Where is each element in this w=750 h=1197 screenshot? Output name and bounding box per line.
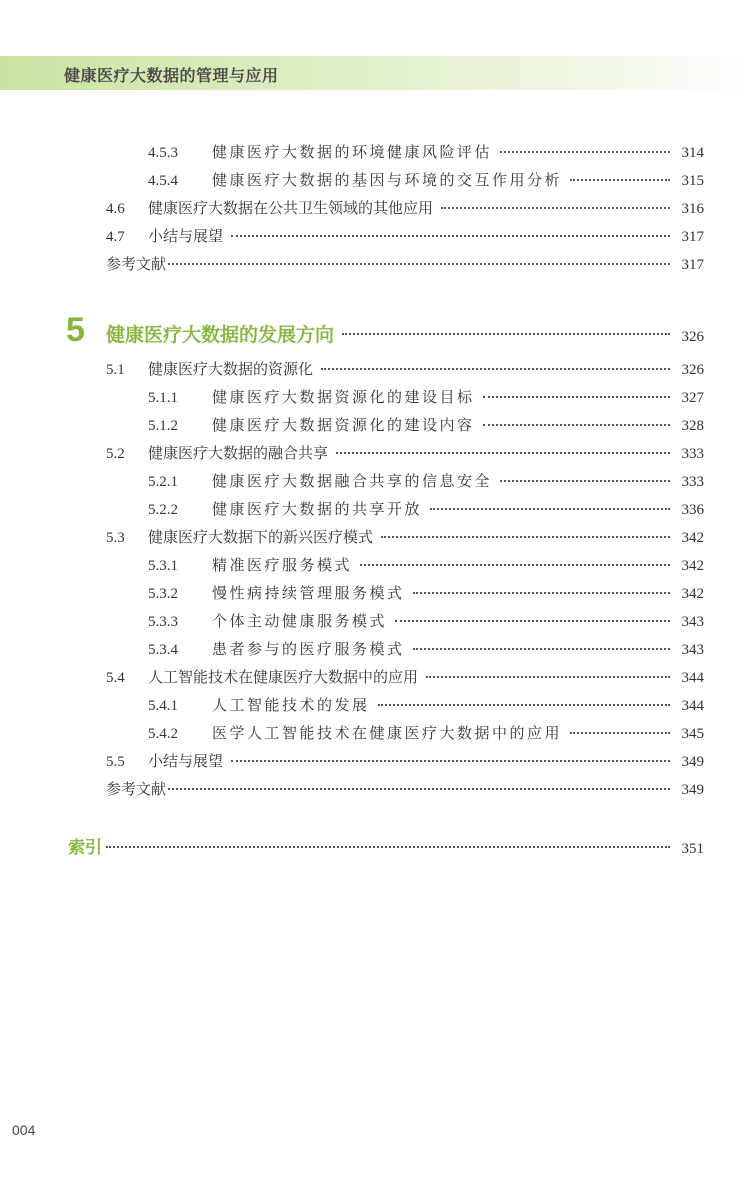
toc-entry-page: 326 [681, 329, 704, 345]
dot-leader [413, 648, 670, 650]
running-title: 健康医疗大数据的管理与应用 [64, 68, 279, 85]
chapter-number: 5 [66, 311, 85, 349]
toc-entry-page: 345 [681, 726, 704, 742]
toc-entry-page: 344 [681, 698, 704, 714]
toc-entry-page: 349 [681, 754, 704, 770]
toc-entry-title: 健康医疗大数据融合共享的信息安全 [212, 474, 493, 490]
dot-leader [360, 564, 670, 566]
toc-entry-page: 336 [681, 502, 704, 518]
toc-entry-title: 个体主动健康服务模式 [212, 614, 388, 630]
toc-entry-page: 317 [681, 229, 704, 245]
toc-entry-number: 5.2.1 [148, 474, 178, 490]
toc-entry-number: 5.4.2 [148, 726, 178, 742]
toc-entry-page: 316 [681, 201, 704, 217]
toc-entry-title: 小结与展望 [148, 229, 224, 245]
index-title: 索引 [68, 838, 102, 857]
dot-leader [168, 788, 670, 790]
toc-entry-number: 5.1.1 [148, 390, 178, 406]
toc-entry-number: 5.3.3 [148, 614, 178, 630]
toc-entry-title: 健康医疗大数据的基因与环境的交互作用分析 [212, 173, 563, 189]
toc-entry-number: 5.3.2 [148, 586, 178, 602]
toc-entry-title: 医学人工智能技术在健康医疗大数据中的应用 [212, 726, 563, 742]
toc-entry-references-4[interactable] [106, 254, 704, 276]
toc-entry-5-5[interactable] [106, 751, 704, 773]
toc-entry-5-1-2[interactable] [148, 415, 704, 437]
toc-entry-page: 342 [681, 586, 704, 602]
toc-entry-5-4-1[interactable] [148, 695, 704, 717]
toc-entry-5-2-2[interactable] [148, 499, 704, 521]
toc-entry-title: 患者参与的医疗服务模式 [212, 642, 405, 658]
dot-leader [441, 207, 670, 209]
toc-entry-index[interactable] [68, 836, 704, 860]
toc-entry-5-4-2[interactable] [148, 723, 704, 745]
chapter-title: 健康医疗大数据的发展方向 [106, 325, 335, 346]
toc-entry-title: 健康医疗大数据的融合共享 [148, 446, 329, 462]
dot-leader [231, 235, 670, 237]
page-number: 004 [12, 1122, 36, 1138]
toc-entry-title: 健康医疗大数据在公共卫生领域的其他应用 [148, 201, 434, 217]
toc-entry-4-6[interactable] [106, 198, 704, 220]
toc-entry-page: 342 [681, 530, 704, 546]
toc-entry-5-1-1[interactable] [148, 387, 704, 409]
toc-entry-number: 5.3 [106, 530, 125, 546]
dot-leader [500, 480, 670, 482]
dot-leader [500, 151, 670, 153]
toc-entry-number: 5.5 [106, 754, 125, 770]
toc-entry-number: 4.5.3 [148, 145, 178, 161]
toc-entry-5-3-4[interactable] [148, 639, 704, 661]
toc-entry-5-2-1[interactable] [148, 471, 704, 493]
dot-leader [413, 592, 670, 594]
toc-entry-4-7[interactable] [106, 226, 704, 248]
toc-entry-number: 5.1.2 [148, 418, 178, 434]
toc-entry-number: 5.3.4 [148, 642, 178, 658]
toc-entry-title: 小结与展望 [148, 754, 224, 770]
toc-entry-5-4[interactable] [106, 667, 704, 689]
toc-entry-5-3-2[interactable] [148, 583, 704, 605]
toc-entry-page: 315 [681, 173, 704, 189]
toc-entry-page: 327 [681, 390, 704, 406]
dot-leader [106, 846, 670, 848]
dot-leader [381, 536, 670, 538]
dot-leader [168, 263, 670, 265]
toc-entry-5-2[interactable] [106, 443, 704, 465]
toc-entry-page: 351 [681, 841, 704, 857]
toc-entry-title: 健康医疗大数据资源化的建设目标 [212, 390, 475, 406]
dot-leader [321, 368, 670, 370]
toc-entry-page: 342 [681, 558, 704, 574]
toc-entry-number: 5.2 [106, 446, 125, 462]
dot-leader [570, 732, 670, 734]
toc-entry-title: 健康医疗大数据的资源化 [148, 362, 314, 378]
dot-leader [231, 760, 670, 762]
toc-entry-4-5-3[interactable] [148, 142, 704, 164]
toc-entry-title: 健康医疗大数据资源化的建设内容 [212, 418, 475, 434]
toc-entry-title: 人工智能技术在健康医疗大数据中的应用 [148, 670, 419, 686]
dot-leader [342, 333, 670, 335]
dot-leader [570, 179, 670, 181]
dot-leader [336, 452, 670, 454]
toc-entry-page: 333 [681, 446, 704, 462]
toc-entry-number: 4.5.4 [148, 173, 178, 189]
toc-entry-number: 5.1 [106, 362, 125, 378]
dot-leader [483, 396, 670, 398]
toc-entry-title: 精准医疗服务模式 [212, 558, 353, 574]
toc-entry-title: 健康医疗大数据的共享开放 [212, 502, 423, 518]
dot-leader [483, 424, 670, 426]
toc-entry-4-5-4[interactable] [148, 170, 704, 192]
toc-entry-page: 343 [681, 642, 704, 658]
dot-leader [430, 508, 670, 510]
toc-chapter-5[interactable] [106, 323, 704, 349]
toc-entry-page: 349 [681, 782, 704, 798]
toc-entry-title: 健康医疗大数据下的新兴医疗模式 [148, 530, 374, 546]
toc-entry-number: 4.7 [106, 229, 125, 245]
dot-leader [395, 620, 670, 622]
toc-entry-number: 4.6 [106, 201, 125, 217]
toc-entry-page: 344 [681, 670, 704, 686]
toc-entry-page: 343 [681, 614, 704, 630]
toc-entry-page: 317 [681, 257, 704, 273]
toc-entry-title: 慢性病持续管理服务模式 [212, 586, 405, 602]
toc-entry-page: 314 [681, 145, 704, 161]
toc-entry-title: 人工智能技术的发展 [212, 698, 370, 714]
dot-leader [426, 676, 670, 678]
toc-entry-title: 参考文献 [106, 257, 167, 273]
toc-entry-5-3-1[interactable] [148, 555, 704, 577]
toc-entry-5-1[interactable] [106, 359, 704, 381]
toc-entry-page: 328 [681, 418, 704, 434]
toc-entry-5-3[interactable] [106, 527, 704, 549]
toc-entry-number: 5.4.1 [148, 698, 178, 714]
toc-entry-references-5[interactable] [106, 779, 704, 801]
toc-entry-page: 326 [681, 362, 704, 378]
toc-entry-number: 5.3.1 [148, 558, 178, 574]
toc-entry-number: 5.4 [106, 670, 125, 686]
toc-entry-5-3-3[interactable] [148, 611, 704, 633]
toc-entry-title: 健康医疗大数据的环境健康风险评估 [212, 145, 493, 161]
toc-entry-title: 参考文献 [106, 782, 167, 798]
toc-entry-page: 333 [681, 474, 704, 490]
dot-leader [378, 704, 670, 706]
toc-entry-number: 5.2.2 [148, 502, 178, 518]
